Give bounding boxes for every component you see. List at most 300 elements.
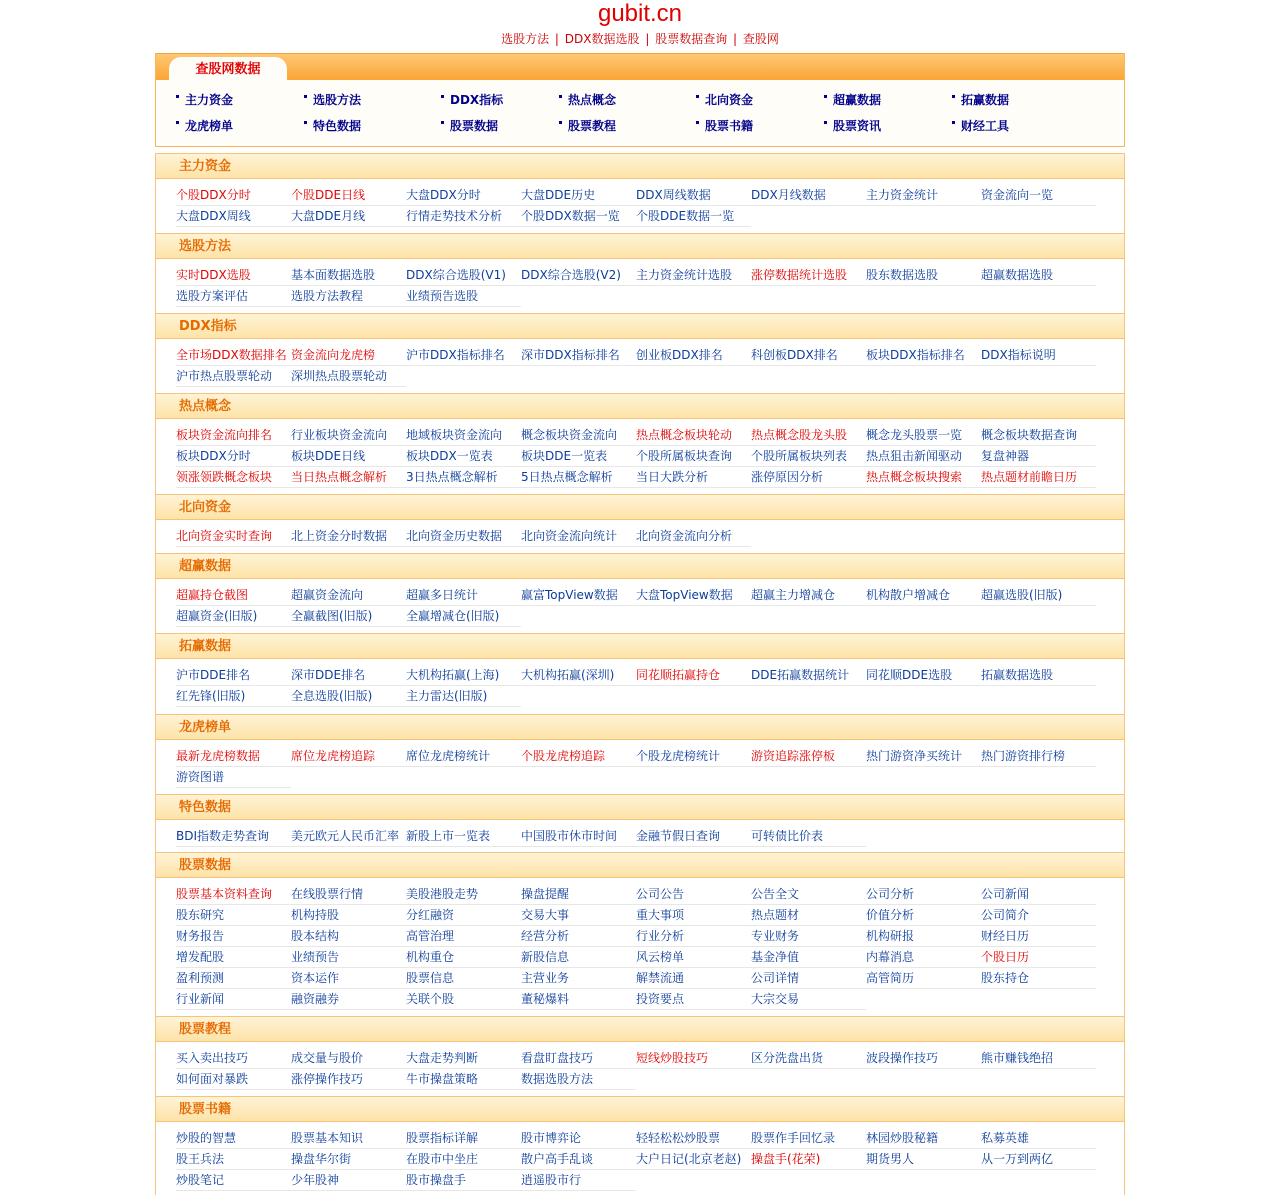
link-underline [291,226,406,227]
link-underline [751,904,866,905]
link-underline [521,846,636,847]
header-link-ddx[interactable]: DDX数据选股 [564,32,640,46]
link-underline [176,1089,291,1090]
section-link[interactable]: 超赢资金流向 [291,588,364,602]
topnav-item[interactable] [952,117,1009,134]
link-underline [176,925,291,926]
section-link[interactable]: 主力资金统计选股 [636,268,733,282]
section-link[interactable]: 业绩预告选股 [406,289,479,303]
section-link[interactable]: 大机构拓赢(上海) [406,668,500,682]
bullet-icon [441,95,444,98]
link-underline [521,967,636,968]
link-underline [751,285,866,286]
section-header [156,313,1124,339]
section-link[interactable]: 主力雷达(旧版) [406,689,488,703]
section-link[interactable]: 基本面数据选股 [291,268,376,282]
section-link[interactable]: 分红融资 [406,908,455,922]
bullet-icon [559,95,562,98]
link-underline [981,967,1096,968]
section-link[interactable]: 股票基本知识 [291,1131,364,1145]
section-link[interactable]: 熊市赚钱绝招 [981,1051,1054,1065]
section-link[interactable]: BDI指数走势查询 [176,829,270,843]
section-link[interactable]: 北上资金分时数据 [291,529,388,543]
section-link[interactable]: 股王兵法 [176,1152,225,1166]
section-link[interactable]: 股东数据选股 [866,268,939,282]
section-link[interactable]: 5日热点概念解析 [521,470,613,484]
section-link[interactable]: 红先锋(旧版) [176,689,246,703]
section-link[interactable]: 热点题材 [751,908,800,922]
section-link[interactable]: 可转债比价表 [751,829,824,843]
topnav-item[interactable] [559,117,616,134]
link-underline [176,386,291,387]
section-8 [155,794,1125,852]
section-link[interactable]: 机构持股 [291,908,340,922]
link-underline [751,946,866,947]
section-link[interactable]: 行业分析 [636,929,685,943]
section-link[interactable]: 最新龙虎榜数据 [176,749,261,763]
section-link[interactable]: 成交量与股价 [291,1051,364,1065]
section-link[interactable]: 公司公告 [636,887,685,901]
section-link[interactable]: 北向资金流向分析 [636,529,733,543]
section-link[interactable]: 北向资金流向统计 [521,529,618,543]
section-link[interactable]: 如何面对暴跌 [176,1072,249,1086]
section-link[interactable]: 投资要点 [636,992,685,1006]
section-link[interactable]: 业绩预告 [291,950,340,964]
topnav-item[interactable] [441,117,498,134]
link-underline [981,285,1096,286]
section-link[interactable]: 机构重仓 [406,950,455,964]
section-link[interactable]: 北向资金实时查询 [176,529,273,543]
link-underline [866,487,981,488]
top-navigation-panel [155,53,1125,147]
topnav-item[interactable] [176,91,233,108]
section-link[interactable]: 机构散户增减仓 [866,588,951,602]
section-link[interactable]: 高管治理 [406,929,455,943]
section-link[interactable]: 资本运作 [291,971,340,985]
section-link[interactable]: 从一万到两亿 [981,1152,1054,1166]
section-link[interactable]: 股票作手回忆录 [751,1131,836,1145]
link-underline [751,1148,866,1149]
section-link[interactable]: DDX月线数据 [751,188,826,202]
section-link[interactable]: 公司分析 [866,887,915,901]
topnav-item[interactable] [824,117,881,134]
section-link[interactable]: 新股上市一览表 [406,829,491,843]
section-link[interactable]: 经营分析 [521,929,570,943]
section-link[interactable]: 中国股市休市时间 [521,829,618,843]
topnav-item[interactable] [824,91,881,108]
section-link[interactable]: 逍遥股市行 [521,1173,582,1187]
section-link[interactable]: 热点概念板块轮动 [636,428,733,442]
link-underline [176,685,291,686]
section-link[interactable]: 超赢数据选股 [981,268,1054,282]
section-link[interactable]: 概念板块资金流向 [521,428,618,442]
section-link[interactable]: 3日热点概念解析 [406,470,498,484]
section-link[interactable]: DDX周线数据 [636,188,711,202]
section-link[interactable]: 大盘DDX分时 [406,188,481,202]
tab-chagu-data[interactable]: 查股网数据 [169,57,287,80]
section-link[interactable]: 赢富TopView数据 [521,588,618,602]
section-link[interactable]: 个股日历 [981,950,1030,964]
section-link[interactable]: 关联个股 [406,992,455,1006]
topnav-item-label: 特色数据 [313,119,362,133]
section-link[interactable]: 同花顺拓赢持仓 [636,668,721,682]
section-link[interactable]: 板块DDE日线 [291,449,366,463]
section-link[interactable]: 炒股的智慧 [176,1131,237,1145]
section-link[interactable]: 个股DDX分时 [176,188,251,202]
section-link[interactable]: 在线股票行情 [291,887,364,901]
section-link[interactable]: 大盘DDE月线 [291,209,366,223]
section-link[interactable]: 拓赢数据选股 [981,668,1054,682]
section-4 [155,494,1125,553]
section-link[interactable]: 操盘提醒 [521,887,570,901]
header-link-stock-query[interactable]: 股票数据查询 [655,32,728,46]
section-link[interactable]: 增发配股 [176,950,225,964]
section-link[interactable]: 席位龙虎榜追踪 [291,749,376,763]
section-link[interactable]: 股东持仓 [981,971,1030,985]
section-link[interactable]: 全赢增减仓(旧版) [406,609,500,623]
link-underline [406,706,521,707]
header-link-xuangu[interactable]: 选股方法 [501,32,550,46]
section-link[interactable]: 交易大事 [521,908,570,922]
link-underline [981,904,1096,905]
section-link[interactable]: 同花顺DDE选股 [866,668,953,682]
section-7 [155,714,1125,794]
section-link[interactable]: 个股DDE日线 [291,188,366,202]
section-link[interactable]: 概念板块数据查询 [981,428,1078,442]
section-link[interactable]: 当日热点概念解析 [291,470,388,484]
section-header [156,153,1124,179]
section-link[interactable]: 复盘神器 [981,449,1030,463]
section-link[interactable]: 股本结构 [291,929,340,943]
section-link[interactable]: 全市场DDX数据排名 [176,348,287,362]
section-link[interactable]: 板块DDX一览表 [406,449,493,463]
link-underline [406,925,521,926]
link-underline [751,925,866,926]
topnav-item-label: DDX指标 [450,93,504,107]
section-6 [155,633,1125,714]
section-link[interactable]: 全赢截图(旧版) [291,609,373,623]
link-underline [406,904,521,905]
link-underline [291,904,406,905]
section-link[interactable]: DDX综合选股(V1) [406,268,506,282]
section-link[interactable]: 科创板DDX排名 [751,348,838,362]
section-link[interactable]: 股票信息 [406,971,455,985]
section-title: 股票书籍 [179,1102,232,1117]
link-underline [751,988,866,989]
section-link[interactable]: 看盘盯盘技巧 [521,1051,594,1065]
bullet-icon [824,95,827,98]
link-underline [406,306,521,307]
link-underline [521,1089,636,1090]
section-link[interactable]: 概念龙头股票一览 [866,428,963,442]
section-link[interactable]: 在股市中坐庄 [406,1152,479,1166]
section-link[interactable]: 高管简历 [866,971,915,985]
section-link[interactable]: 板块资金流向排名 [176,428,273,442]
section-link[interactable]: 板块DDX指标排名 [866,348,965,362]
section-link[interactable]: 涨停原因分析 [751,470,824,484]
section-link[interactable]: 融资融券 [291,992,340,1006]
bullet-icon [176,95,179,98]
link-underline [406,946,521,947]
link-underline [291,1068,406,1069]
link-underline [751,1169,866,1170]
link-underline [176,445,291,446]
link-underline [176,988,291,989]
section-link[interactable]: 股东研究 [176,908,225,922]
link-underline [521,365,636,366]
section-link[interactable]: 热门游资排行榜 [981,749,1066,763]
link-underline [866,946,981,947]
link-underline [291,605,406,606]
section-link[interactable]: 个股DDE数据一览 [636,209,735,223]
section-link[interactable]: 公司详情 [751,971,800,985]
section-link[interactable]: 热点概念板块搜索 [866,470,963,484]
section-link[interactable]: 操盘华尔街 [291,1152,352,1166]
topnav-item[interactable] [696,91,753,108]
topnav-item-label: 龙虎榜单 [185,119,234,133]
link-underline [636,967,751,968]
link-underline [176,787,291,788]
topnav-item[interactable] [304,91,361,108]
link-underline [636,766,751,767]
section-link[interactable]: 股市操盘手 [406,1173,467,1187]
section-link[interactable]: 公司新闻 [981,887,1030,901]
section-link[interactable]: 牛市操盘策略 [406,1072,479,1086]
link-underline [406,1089,521,1090]
topnav-item-label: 北向资金 [705,93,754,107]
section-link[interactable]: 内幕消息 [866,950,915,964]
link-underline [866,605,981,606]
section-link[interactable]: 波段操作技巧 [866,1051,939,1065]
section-link[interactable]: 沪市DDE排名 [176,668,251,682]
link-underline [291,1089,406,1090]
section-link[interactable]: 数据选股方法 [521,1072,594,1086]
section-link[interactable]: 领涨领跌概念板块 [176,470,273,484]
link-underline [406,988,521,989]
section-link[interactable]: 个股DDX数据一览 [521,209,620,223]
section-link[interactable]: 期货男人 [866,1152,915,1166]
topnav-item[interactable] [304,117,361,134]
link-underline [406,1009,521,1010]
site-logo[interactable]: gubit.cn [597,0,683,27]
link-underline [291,988,406,989]
section-title: 拓赢数据 [179,639,232,654]
link-underline [636,365,751,366]
section-link[interactable]: 实时DDX选股 [176,268,251,282]
bullet-icon [559,121,562,124]
link-underline [866,285,981,286]
section-link[interactable]: 大盘走势判断 [406,1051,479,1065]
section-title: 股票教程 [179,1022,232,1037]
section-link[interactable]: 财经日历 [981,929,1030,943]
section-link[interactable]: 价值分析 [866,908,915,922]
link-underline [291,445,406,446]
section-link[interactable]: 买入卖出技巧 [176,1051,249,1065]
section-link[interactable]: 深市DDX指标排名 [521,348,620,362]
section-link[interactable]: 板块DDE一览表 [521,449,608,463]
section-link[interactable]: 大宗交易 [751,992,800,1006]
topnav-item-label: 超赢数据 [833,93,882,107]
section-link[interactable]: 股市博弈论 [521,1131,582,1145]
section-link[interactable]: 北向资金历史数据 [406,529,503,543]
link-underline [521,226,636,227]
section-link[interactable]: 热点题材前瞻日历 [981,470,1078,484]
section-link[interactable]: 沪市DDX指标排名 [406,348,505,362]
section-link[interactable]: 行业板块资金流向 [291,428,388,442]
section-link[interactable]: 主力资金统计 [866,188,939,202]
section-link[interactable]: 深圳热点股票轮动 [291,369,388,383]
link-underline [521,1068,636,1069]
section-header [156,633,1124,659]
section-link[interactable]: 个股龙虎榜统计 [636,749,721,763]
link-underline [981,946,1096,947]
section-link[interactable]: 创业板DDX排名 [636,348,723,362]
section-link[interactable]: DDE拓赢数据统计 [751,668,850,682]
section-link[interactable]: 短线炒股技巧 [636,1051,709,1065]
section-link[interactable]: 操盘手(花荣) [751,1152,821,1166]
section-link[interactable]: 公司简介 [981,908,1030,922]
section-link[interactable]: 大盘TopView数据 [636,588,733,602]
section-link[interactable]: 盈利预测 [176,971,225,985]
link-underline [521,285,636,286]
link-underline [291,1169,406,1170]
section-link[interactable]: DDX综合选股(V2) [521,268,621,282]
section-link[interactable]: 区分洗盘出货 [751,1051,824,1065]
section-link[interactable]: 炒股笔记 [176,1173,225,1187]
section-link[interactable]: 重大事项 [636,908,685,922]
section-link[interactable]: 机构研报 [866,929,915,943]
section-link[interactable]: 沪市热点股票轮动 [176,369,273,383]
topnav-item[interactable] [559,91,616,108]
link-underline [636,226,751,227]
link-underline [751,487,866,488]
header-separator: | [733,32,738,46]
bullet-icon [952,95,955,98]
section-link[interactable]: DDX指标说明 [981,348,1056,362]
link-underline [751,967,866,968]
link-underline [636,546,751,547]
section-link[interactable]: 个股所属板块查询 [636,449,733,463]
section-link[interactable]: 深市DDE排名 [291,668,366,682]
section-link[interactable]: 超赢主力增减仓 [751,588,836,602]
topnav-item[interactable] [441,91,503,108]
section-link[interactable]: 资金流向一览 [981,188,1054,202]
link-underline [291,846,406,847]
section-title: 股票数据 [179,858,232,873]
section-link[interactable]: 热点概念股龙头股 [751,428,848,442]
section-title: 选股方法 [179,239,232,254]
link-underline [521,925,636,926]
section-link[interactable]: 基金净值 [751,950,800,964]
section-link[interactable]: 板块DDX分时 [176,449,251,463]
section-link[interactable]: 轻轻松松炒股票 [636,1131,721,1145]
topnav-item[interactable] [952,91,1009,108]
section-link[interactable]: 公告全文 [751,887,800,901]
section-link[interactable]: 热点狙击新闻驱动 [866,449,963,463]
link-underline [176,1169,291,1170]
header-separator: | [645,32,650,46]
header-link-chagu[interactable]: 查股网 [742,32,779,46]
topnav-item[interactable] [696,117,753,134]
section-link[interactable]: 超赢资金(旧版) [176,609,258,623]
section-link[interactable]: 超赢持仓截图 [176,588,249,602]
link-underline [636,1148,751,1149]
section-link[interactable]: 股票基本资料查询 [176,887,273,901]
section-link[interactable]: 涨停操作技巧 [291,1072,364,1086]
section-link[interactable]: 大盘DDE历史 [521,188,596,202]
link-underline [636,1009,751,1010]
link-underline [406,285,521,286]
bullet-icon [176,121,179,124]
section-link[interactable]: 游资追踪涨停板 [751,749,836,763]
section-link[interactable]: 少年股神 [291,1173,340,1187]
section-header [156,494,1124,520]
section-link[interactable]: 行情走势技术分析 [406,209,503,223]
section-link[interactable]: 资金流向龙虎榜 [291,348,376,362]
section-link[interactable]: 金融节假日查询 [636,829,721,843]
section-link[interactable]: 全息选股(旧版) [291,689,373,703]
link-underline [866,1148,981,1149]
section-link[interactable]: 热门游资净买统计 [866,749,963,763]
section-link[interactable]: 私募英雄 [981,1131,1030,1145]
section-5 [155,553,1125,633]
section-link[interactable]: 新股信息 [521,950,570,964]
section-link[interactable]: 风云榜单 [636,950,685,964]
section-link[interactable]: 选股方案评估 [176,289,249,303]
section-link[interactable]: 专业财务 [751,929,800,943]
section-link[interactable]: 超赢选股(旧版) [981,588,1063,602]
link-underline [176,605,291,606]
link-underline [636,487,751,488]
section-link[interactable]: 美元欧元人民币汇率 [291,829,400,843]
link-underline [406,205,521,206]
section-link[interactable]: 大机构拓赢(深圳) [521,668,615,682]
section-link[interactable]: 游资图谱 [176,770,225,784]
section-link[interactable]: 解禁流通 [636,971,685,985]
section-link[interactable]: 行业新闻 [176,992,225,1006]
section-link[interactable]: 林园炒股秘籍 [866,1131,939,1145]
topnav-item-label: 财经工具 [961,119,1010,133]
section-link[interactable]: 股票指标详解 [406,1131,479,1145]
link-underline [406,967,521,968]
section-link[interactable]: 大盘DDX周线 [176,209,251,223]
link-underline [866,904,981,905]
section-link[interactable]: 选股方法教程 [291,289,364,303]
link-underline [866,466,981,467]
section-link[interactable]: 涨停数据统计选股 [751,268,848,282]
section-link[interactable]: 董秘爆料 [521,992,570,1006]
section-1 [155,233,1125,313]
link-underline [636,205,751,206]
section-link[interactable]: 美股港股走势 [406,887,479,901]
topnav-item[interactable] [176,117,233,134]
link-underline [751,1068,866,1069]
section-link[interactable]: 散户高手乱谈 [521,1152,594,1166]
section-link[interactable]: 席位龙虎榜统计 [406,749,491,763]
section-link[interactable]: 个股龙虎榜追踪 [521,749,606,763]
section-link[interactable]: 个股所属板块列表 [751,449,848,463]
section-link[interactable]: 财务报告 [176,929,225,943]
section-link[interactable]: 主营业务 [521,971,570,985]
section-link[interactable]: 地域板块资金流向 [406,428,503,442]
section-link[interactable]: 大户日记(北京老赵) [636,1152,742,1166]
link-underline [636,285,751,286]
link-underline [291,285,406,286]
section-link[interactable]: 当日大跌分析 [636,470,709,484]
link-underline [291,626,406,627]
section-link[interactable]: 超赢多日统计 [406,588,479,602]
section-header [156,1016,1124,1042]
